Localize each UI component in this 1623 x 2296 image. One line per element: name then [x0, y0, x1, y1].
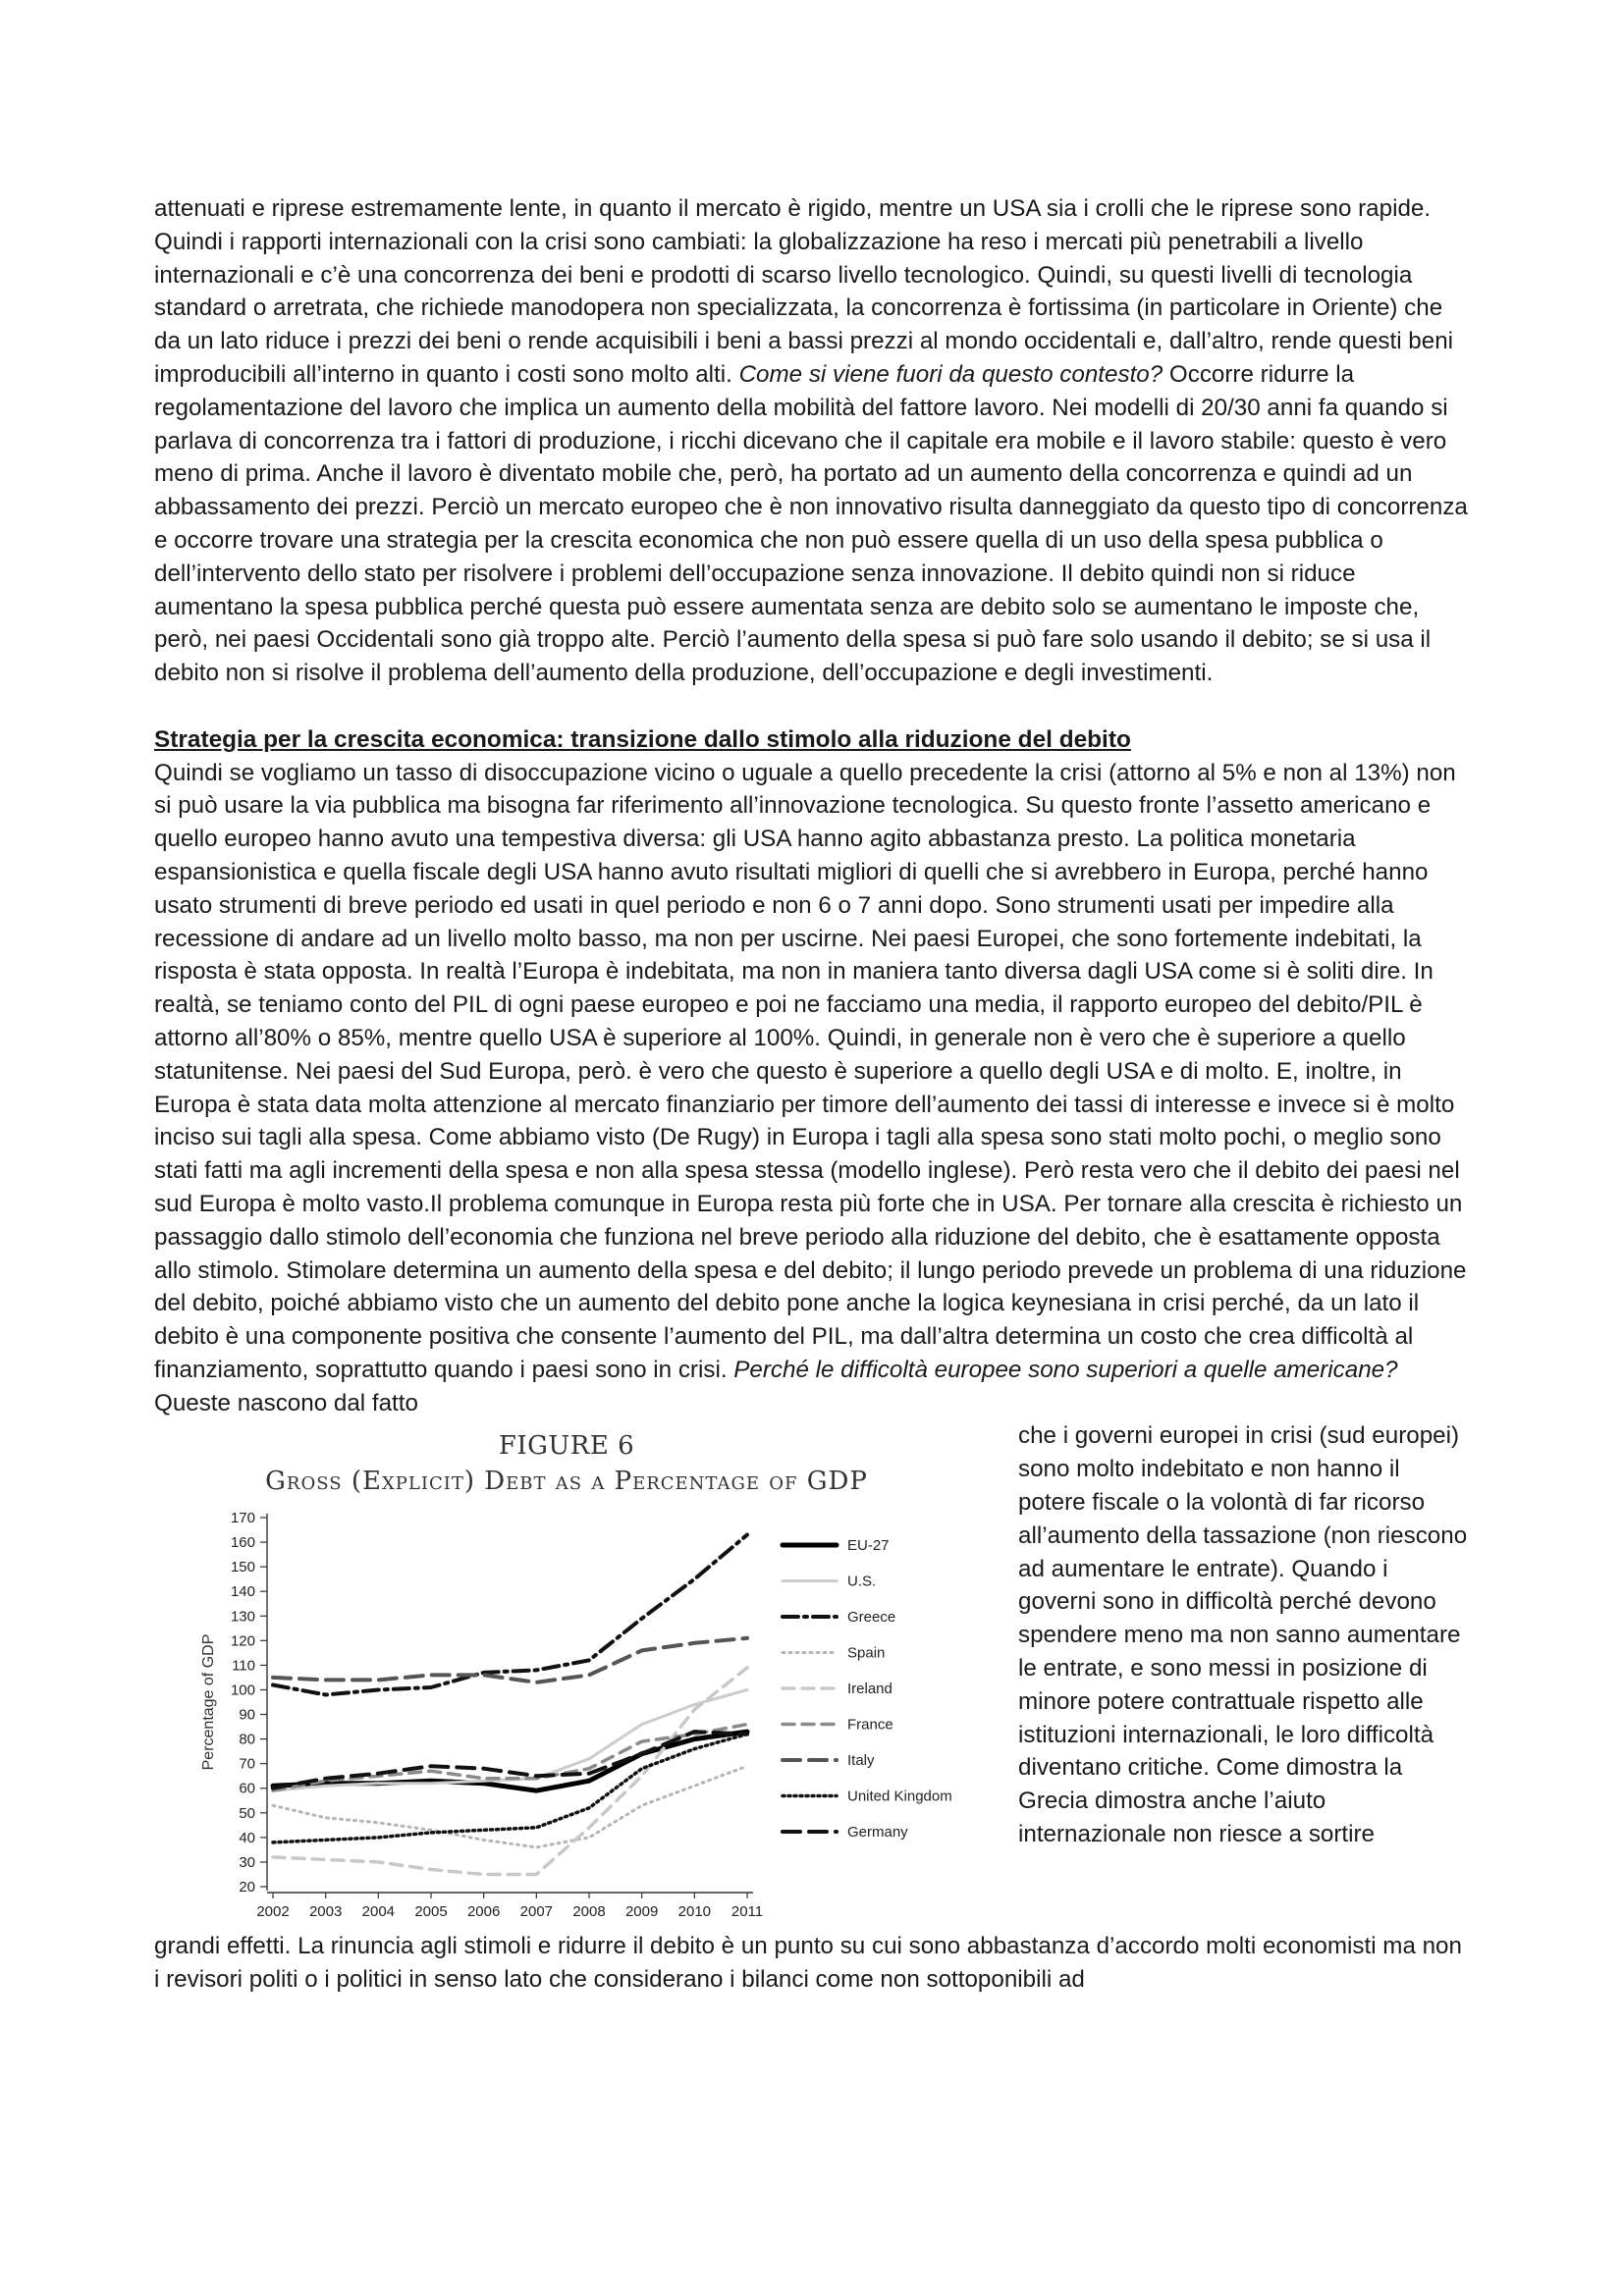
- y-tick-label: 80: [239, 1732, 255, 1749]
- figure-label: FIGURE 6: [498, 1431, 635, 1462]
- x-tick-label: 2002: [256, 1903, 290, 1921]
- legend-label: EU-27: [847, 1537, 890, 1555]
- figure-block: [154, 1419, 1470, 1930]
- paragraph-3-text-a: Quindi se vogliamo un tasso di disoccupazione vicino o uguale a quello precedente la crisi (attorno al 5% e non al 13%) non si può usare la via pubblica ma bisogna far riferimento all’innovazione tecnologica. Su questo fronte l’assetto americano e quello europeo hanno avuto una tempestiva diversa: gli USA hanno agito abbastanza presto. La politica monetaria espansionistica e quella fiscale degli USA hanno avuto risultati migliori di quelli che si avrebbero in Europa, perché hanno usato strumenti di breve periodo ed usati in quel periodo e non 6 o 7 anni dopo. Sono strumenti usati per impedire alla recessione di andare ad un livello molto basso, ma non per uscirne. Nei paesi Europei, che sono fortemente indebitati, la risposta è stata opposta. In realtà l’Europa è indebitata, ma non in maniera tanto diversa dagli USA come si è soliti dire. In realtà, se teniamo conto del PIL di ogni paese europeo e poi ne facciamo una media, il rapporto europeo del debito/PIL è attorno all’80% o 85%, mentre quello USA è superiore al 100%. Quindi, in generale non è vero che è superiore a quello statunitense. Nei paesi del Sud Europa, però. è vero che questo è superiore a quello degli USA e di molto. E, inoltre, in Europa è stata data molta attenzione al mercato finanziario per timore dell’aumento dei tassi di interesse e invece si è molto inciso sui tagli alla spesa. Come abbiamo visto (De Rugy) in Europa i tagli alla spesa sono stati molto pochi, o meglio sono stati fatti ma agli incrementi della spesa e non alla spesa stessa (modello inglese). Però resta vero che il debito dei paesi nel sud Europa è molto vasto.Il problema comunque in Europa resta più forte che in USA. Per tornare alla crescita è richiesto un passaggio dallo stimolo dell’economia che funziona nel breve periodo alla riduzione del debito, che è esattamente opposta allo stimolo. Stimolare determina un aumento della spesa e del debito; il lungo periodo prevede un problema di una riduzione del debito, poiché abbiamo visto che un aumento del debito pone anche la logica keynesiana in crisi perché, da un lato il debito è una componente positiva che consente l’aumento del PIL, ma dall’altra determina un costo che crea difficoltà al finanziamento, soprattutto quando i paesi sono in crisi.: [154, 759, 1467, 1383]
- legend-label: Germany: [847, 1824, 908, 1842]
- legend-label: Italy: [847, 1752, 875, 1770]
- x-tick-label: 2011: [730, 1903, 764, 1921]
- paragraph-2-text-a: Quindi i rapporti internazionali con la crisi sono cambiati: la globalizzazione ha reso i mercati più penetrabili a livello internazionali e c’è una concorrenza dei beni e prodotti di scarso livello tecnologico. Quindi, su questi livelli di tecnologia standard o arretrata, che richiede manodopera non specializzata, la concorrenza è fortissima (in particolare in Oriente) che da un lato riduce i prezzi dei beni o rende acquisibili i beni a bassi prezzi al mondo occidentali e, dall’altro, rende questi beni improducibili all’interno in quanto i costi sono molto alti.: [154, 228, 1454, 388]
- legend-label: Greece: [847, 1609, 896, 1627]
- figure-6: [154, 1419, 1018, 1930]
- paragraph-1: attenuati e riprese estremamente lente, in quanto il mercato è rigido, mentre un USA sia i crolli che le riprese sono rapide.: [154, 195, 1432, 222]
- y-tick-label: 70: [239, 1756, 255, 1774]
- section-heading: Strategia per la crescita economica: transizione dallo stimolo alla riduzione del debito: [154, 725, 1131, 753]
- x-tick-label: 2003: [308, 1903, 343, 1921]
- paragraph-3: [154, 757, 1470, 1420]
- y-tick-label: 150: [230, 1559, 255, 1576]
- paragraph-2-question: Come si viene fuori da questo contesto?: [738, 360, 1163, 388]
- y-tick-label: 100: [230, 1682, 255, 1699]
- series-line-italy: [273, 1638, 747, 1682]
- legend-label: Ireland: [847, 1681, 893, 1698]
- y-tick-label: 50: [239, 1805, 255, 1823]
- y-tick-label: 60: [239, 1781, 255, 1798]
- x-tick-label: 2007: [519, 1903, 554, 1921]
- y-tick-label: 170: [230, 1510, 255, 1527]
- legend-label: Spain: [847, 1644, 886, 1662]
- x-tick-label: 2006: [466, 1903, 501, 1921]
- series-line-greece: [273, 1535, 747, 1695]
- figure-subtitle: Gross (Explicit) Debt as a Percentage of GDP: [265, 1467, 868, 1497]
- y-tick-label: 160: [230, 1534, 255, 1552]
- debt-line-chart: [154, 1419, 1018, 1930]
- y-tick-label: 120: [230, 1632, 255, 1650]
- y-axis-label: Percentage of GDP: [200, 1634, 217, 1771]
- legend-label: U.S.: [847, 1573, 877, 1590]
- paragraph-4: grandi effetti. La rinuncia agli stimoli e ridurre il debito è un punto su cui sono abbastanza d’accordo molti economisti ma non i revisori politi o i politici in senso lato che considerano i bilanci come non sottoponibili ad: [154, 1933, 1462, 1994]
- x-tick-label: 2010: [677, 1903, 712, 1921]
- y-tick-label: 20: [239, 1879, 255, 1896]
- x-tick-label: 2008: [572, 1903, 606, 1921]
- paragraph-2: [154, 226, 1470, 690]
- y-tick-label: 130: [230, 1608, 255, 1626]
- x-tick-label: 2009: [624, 1903, 659, 1921]
- x-tick-label: 2004: [361, 1903, 396, 1921]
- y-tick-label: 140: [230, 1583, 255, 1601]
- y-tick-label: 110: [232, 1657, 255, 1675]
- paragraph-2-text-b: Occorre ridurre la regolamentazione del lavoro che implica un aumento della mobilità del fattore lavoro. Nei modelli di 20/30 anni fa quando si parlava di concorrenza tra i fattori di produzione, i ricchi dicevano che il capitale era mobile e il lavoro stabile: questo è vero meno di prima. Anche il lavoro è diventato mobile che, però, ha portato ad un aumento della concorrenza e quindi ad un abbassamento dei prezzi. Perciò un mercato europeo che è non innovativo risulta danneggiato da questo tipo di concorrenza e occorre trovare una strategia per la crescita economica che non può essere quella di un uso della spesa pubblica o dell’intervento dello stato per risolvere i problemi dell’occupazione senza innovazione. Il debito quindi non si riduce aumentano la spesa pubblica perché questa può essere aumentata senza are debito solo se aumentano le imposte che, però, nei paesi Occidentali sono già troppo alte. Perciò l’aumento della spesa si può fare solo usando il debito; se si usa il debito non si risolve il problema dell’aumento della produzione, dell’occupazione e degli investimenti.: [154, 360, 1468, 687]
- wrap-paragraph: che i governi europei in crisi (sud europei) sono molto indebitato e non hanno il potere fiscale o la volontà di far ricorso all’aumento della tassazione (non riescono ad aumentare le entrate). Quando i governi sono in difficoltà perché devono spendere meno ma non sanno aumentare le entrate, e sono messi in posizione di minore potere contrattuale rispetto alle istituzioni internazionali, le loro difficoltà diventano critiche. Come dimostra la Grecia dimostra anche l’aiuto internazionale non riesce a sortire: [1018, 1422, 1468, 1848]
- x-tick-label: 2005: [414, 1903, 448, 1921]
- document-page: [154, 192, 1470, 1997]
- y-tick-label: 90: [239, 1707, 255, 1725]
- paragraph-3-question: Perché le difficoltà europee sono superiori a quelle americane?: [733, 1356, 1398, 1383]
- y-tick-label: 30: [239, 1854, 255, 1872]
- legend-label: France: [847, 1716, 893, 1734]
- paragraph-3-text-b: Queste nascono dal fatto: [154, 1389, 418, 1416]
- legend-label: United Kingdom: [847, 1788, 952, 1805]
- y-tick-label: 40: [239, 1830, 255, 1847]
